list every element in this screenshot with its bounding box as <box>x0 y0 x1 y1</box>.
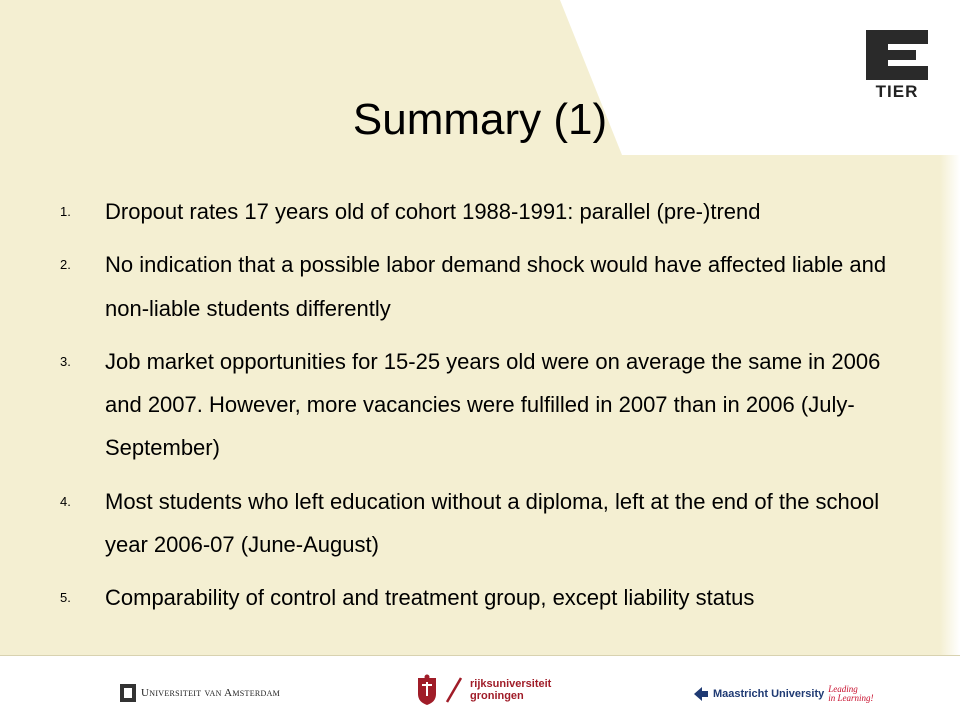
list-item <box>60 243 920 330</box>
list-item <box>60 480 920 567</box>
uva-crest-icon <box>120 684 136 702</box>
rug-shield-icon <box>416 674 438 706</box>
list-item <box>60 340 920 470</box>
tier-e-icon <box>866 30 928 80</box>
uva-logo-text: Universiteit van Amsterdam <box>141 687 281 699</box>
footer-divider <box>0 655 960 656</box>
um-slogan-line-2: in Learning! <box>828 693 874 703</box>
uva-logo <box>120 683 280 703</box>
tier-logo <box>866 30 928 100</box>
rug-logo-text <box>470 678 551 702</box>
rug-slash-icon <box>444 675 464 705</box>
rug-line-2: groningen <box>470 690 524 702</box>
um-logo-text: Maastricht University <box>713 688 825 700</box>
um-slogan <box>828 685 873 703</box>
item-text: No indication that a possible labor demand shock would have affected liable and non-liable students differently <box>105 252 887 321</box>
rug-line-1: rijksuniversiteit <box>470 678 552 690</box>
item-number: 3. <box>60 353 71 369</box>
item-number: 4. <box>60 493 71 509</box>
item-number: 5. <box>60 590 71 606</box>
list-item <box>60 576 920 619</box>
right-strip <box>940 155 960 655</box>
slide-title: Summary (1) <box>352 95 608 144</box>
um-slogan-line-1: Leading <box>828 684 858 694</box>
um-logo <box>694 680 874 708</box>
list-item <box>60 190 920 233</box>
um-arrow-icon <box>694 687 708 701</box>
item-number: 2. <box>60 257 71 273</box>
rug-logo <box>416 672 551 708</box>
item-text: Job market opportunities for 15-25 years old were on average the same in 2006 and 2007. However, more vacancies were fulfilled in 2007 than in 2006 (July-September) <box>105 348 881 461</box>
item-text: Dropout rates 17 years old of cohort 1988-1991: parallel (pre-)trend <box>105 199 761 224</box>
item-number: 1. <box>60 204 71 219</box>
item-text: Comparability of control and treatment group, except liability status <box>105 585 755 611</box>
tier-logo-text: TIER <box>875 82 919 101</box>
item-text: Most students who left education without a diploma, left at the end of the school year 2006-07 (June-August) <box>105 488 880 558</box>
summary-list <box>60 190 920 630</box>
